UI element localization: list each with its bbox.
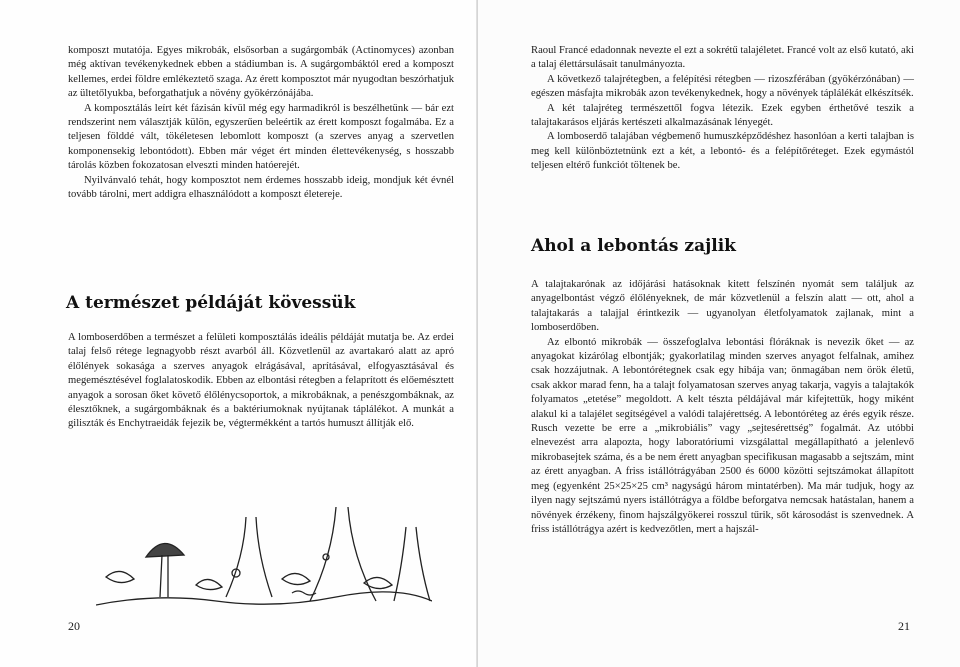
page-number-right: 21 [898, 619, 910, 633]
forest-floor-illustration [96, 497, 432, 609]
paragraph: A lomboserdő talajában végbemenő humuszképződéshez hasonlóan a kerti talajban is meg kell különböztetnünk ezt a két, a lebontó- és a felépítőréteget. Ezek egymástól teljesen eltérő funkciót töltenek be. [531, 131, 914, 172]
paragraph: A talajtakarónak az időjárási hatásoknak kitett felszínén nyomát sem találjuk az anyagelbontást végző élőlényeknek, de már közvetlenül a felszín alatt — ott, ahol a talajtakarás a talajjal érintkezik — ugyanolyan életfolyamatok zajlanak, mint a lomboserdőben. [531, 279, 914, 334]
paragraph: A két talajréteg természettől fogva létezik. Ezek egyben érthetővé teszik a talajtakarásos eljárás kertészeti alkalmazásának lényegét. [531, 102, 914, 129]
page-number-left: 20 [68, 619, 80, 633]
left-top-text [68, 44, 454, 202]
paragraph: Nyilvánvaló tehát, hogy komposztot nem érdemes hosszabb ideig, mondjuk két évnél tovább tárolni, mert addigra elhasználódott a komposzt életereje. [68, 174, 454, 201]
section-heading-left: A természet példáját kövessük [66, 293, 356, 313]
right-top-text [531, 44, 914, 174]
right-mid-text [531, 278, 914, 537]
paragraph: A komposztálás leírt két fázisán kívül még egy harmadikról is beszélhetünk — bár ezt rendszerint nem választják külön, egyszerűen beleértik az érett komposzt fogalmába. Ez a teljesen földdé vált, tökéletesen lebomlott komposzt (a szerves anyag a szervetlen komponensekig lebontódott). Ebben már véget ért minden élettevékenység, s hosszabb tárolás közben fokozatosan elveszti minden hatóerejét. [68, 102, 454, 172]
paragraph: A következő talajrétegben, a felépítési rétegben — rizoszférában (gyökérzónában) — egészen másfajta mikrobák azon tevékenykednek, hogy a növények táplálékát elkészítsék. [531, 73, 914, 100]
paragraph: A lomboserdőben a természet a felületi komposztálás ideális példáját mutatja be. Az erdei talaj felső rétege legnagyobb részt avarból áll. Közvetlenül az avartakaró alatt az apró élőlények sokasága a szerves anyagok elrágásával, aprításával, elfogyasztásával és megemésztésével foglalatoskodik. Ebben az elbontási rétegben a felaprított és előemésztett anyagok a sorosan őket követő élőlénycsoportok, a mikrobáknak, a penészgombáknak, az élesztőknek, a sugárgombáknak és a baktériumoknak nyújtanak táplálékot. A munkát a giliszták és Enchytraeidák fejezik be, végtermékként a tartós humuszt állítják elő. [68, 332, 454, 430]
left-page [0, 0, 478, 667]
paragraph: Raoul Francé edadonnak nevezte el ezt a sokrétű talajéletet. Francé volt az első kutató, aki a talaj élettársulásait tanulmányozta. [531, 45, 914, 71]
paragraph: komposzt mutatója. Egyes mikrobák, elsősorban a sugárgombák (Actinomyces) azonban még aktívan tevékenykednek ebben a stádiumban is. A sugárgombáktól ered a komposzt kellemes, erdei földre emlékeztető szaga. Az érett komposztot már nyugodtan beszórhatjuk az ültetőlyukba, beforgathatjuk a növény gyökérzónájába. [68, 45, 454, 100]
paragraph: Az elbontó mikrobák — összefoglalva lebontási flóráknak is nevezik őket — az anyagokat kizárólag elbontják; gyakorlatilag minden szerves anyagot felfalnak, amihez csak hozzájutnak. A lebontórétegnek csak egy hibája van; önmagában nem örök életű, csak akkor marad fenn, ha a talajt folyamatosan szerves anyag takarja, vagyis a talajtakók folyamatos „etetése” megoldott. A kelt tészta példájával már kifejtettük, hogy miként alakul ki a talajélet segítségével a valódi talajérettség. A lebontóréteg az érés egyik része. Rusch vezette be erre a „mikrobiális” vagy „sejtesérettség” fogalmát. Az utóbbi elnevezést arra alapozta, hogy laboratóriumi vizsgálattal megállapítható a jelenlevő mikrobasejtek száma, és a be nem érett anyagban specifikusan magasabb a sejtszám, mint az érett anyagban. A friss istállótrágyában 2500 és 6000 közötti sejtszámokat állapított meg (egyenként 25×25×25 cm³ nagyságú három mintatérben). Ma már tudjuk, hogy az ilyen nagy sejtszámú nyers istállótrágya a földbe beforgatva nemcsak hatástalan, hanem a növények érzékeny, finom hajszálgyökerei rosszul tűrik, sőt károsodást is szenvednek. A friss istállótrágya azért is kedvezőtlen, mert a hajszál- [531, 336, 914, 535]
section-heading-right: Ahol a lebontás zajlik [531, 236, 736, 256]
left-mid-text [68, 331, 454, 432]
